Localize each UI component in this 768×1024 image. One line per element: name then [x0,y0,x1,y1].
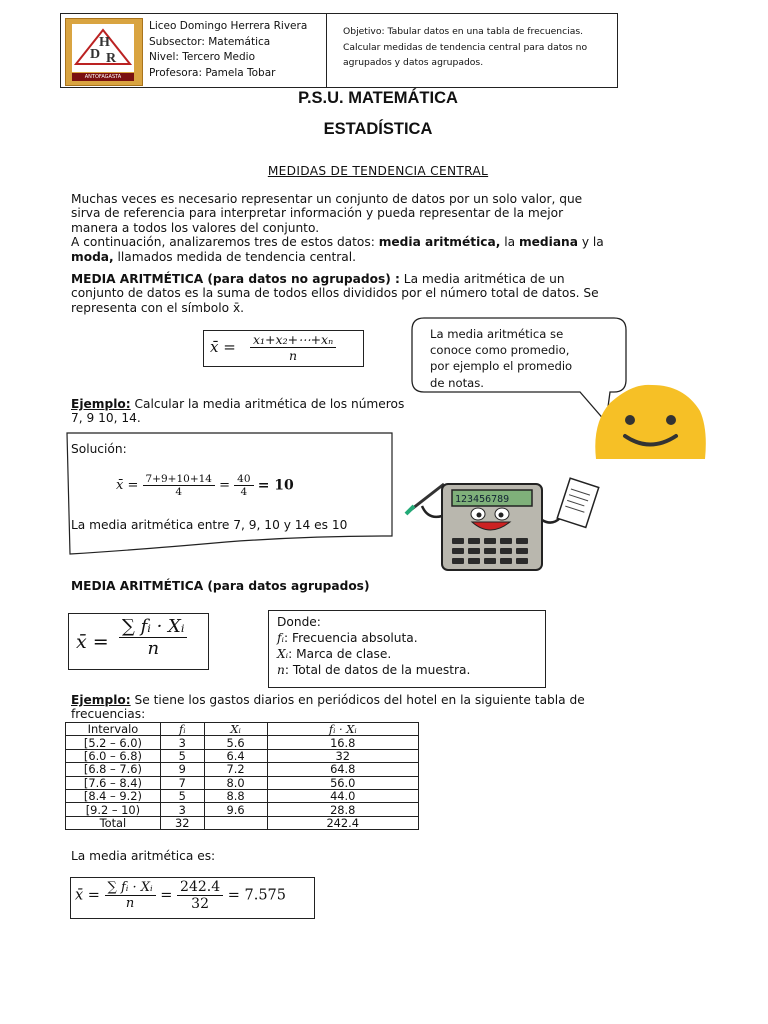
table-header: Xᵢ [204,723,267,736]
bubble-line: conoce como promedio, [430,343,570,358]
table-cell: 5 [160,749,204,762]
bubble-line: por ejemplo el promedio [430,359,573,374]
result-den: n [125,896,135,911]
formula-numerator: x₁+x₂+⋯+xₙ [250,332,336,348]
table-cell: [9.2 – 10) [66,803,161,816]
intro-line: Muchas veces es necesario representar un conjunto de datos por un solo valor, que [71,192,583,206]
table-cell: 6.4 [204,749,267,762]
result-fraction-1 [105,880,156,911]
table-row [66,763,419,776]
intro-line-4 [71,235,711,249]
table-row [66,789,419,802]
equals-sign: = [219,478,231,493]
objective-line: Objetivo: Tabular datos en una tabla de frecuencias. [343,26,584,37]
intro-line-5 [71,250,711,264]
text: 7, 9 10, 14. [71,411,141,426]
media-no-agrupados-text [71,272,711,315]
where-symbol: Xᵢ [277,647,289,661]
media-label: La media aritmética es: [71,849,216,863]
result-value: = 7.575 [227,887,287,904]
solution-num2: 40 [234,473,253,486]
table-cell: 56.0 [267,776,419,789]
table-row [66,803,419,816]
intro-paragraph [71,192,711,264]
formula-fraction [250,332,336,363]
formula-numerator: ∑ fᵢ · Xᵢ [119,616,187,638]
where-desc: : Marca de clase. [288,647,392,661]
example-1-text [71,397,471,426]
text: frecuencias: [71,706,146,721]
text: La media aritmética de un [399,272,565,286]
page-title: P.S.U. MATEMÁTICA [298,89,458,107]
table-cell: 16.8 [267,736,419,749]
formula-box-no-agrupados [203,330,364,367]
table-cell: 5.6 [204,736,267,749]
result-formula-box [70,877,315,919]
text: llamados medida de tendencia central. [113,249,357,264]
result-den2: 32 [191,896,209,912]
section-heading-agrupados: MEDIA ARITMÉTICA (para datos agrupados) [71,579,370,593]
section-heading: MEDIDAS DE TENDENCIA CENTRAL [267,164,489,178]
objective [343,24,587,71]
formula-lhs: x̄ = [76,631,109,653]
solution-num: 7+9+10+14 [143,473,215,486]
table-cell: [8.4 – 9.2) [66,789,161,802]
solution-result: = 10 [257,477,294,494]
school-line: Nivel: Tercero Medio [149,51,256,63]
where-text [277,614,470,678]
objective-line: Calcular medidas de tendencia central para datos no [343,41,588,53]
table-cell: [6.8 – 7.6) [66,763,161,776]
solution-fraction-2 [234,473,253,498]
intro-line: manera a todos los valores del conjunto. [71,220,320,235]
logo-letter-r: R [106,51,117,66]
solution-label: Solución: [71,442,127,456]
logo-letter-h: H [99,35,110,50]
result-num2: 242.4 [177,879,223,896]
table-row [66,776,419,789]
table-header: fᵢ · Xᵢ [267,723,419,736]
table-cell: 9 [160,763,204,776]
table-cell: 242.4 [267,816,419,829]
solution-conclusion: La media aritmética entre 7, 9, 10 y 14 es 10 [71,518,348,532]
table-cell: 8.8 [204,789,267,802]
page-subtitle: ESTADÍSTICA [323,120,433,138]
header-divider [326,13,327,88]
where-symbol: n [277,663,285,677]
formula-denominator: n [289,348,298,363]
table-cell: [7.6 – 8.4) [66,776,161,789]
result-num: ∑ fᵢ · Xᵢ [105,880,156,896]
smiley-icon [592,383,708,459]
solution-fraction-1 [143,473,215,498]
bubble-line: de notas. [430,375,484,390]
table-cell: 7.2 [204,763,267,776]
text: y la [577,235,604,250]
logo-letter-d: D [90,47,101,62]
formula-lhs: x̄ = [210,338,236,356]
formula-fraction [119,616,187,659]
text: conjunto de datos es la suma de todos ellos divididos por el número total de datos. Se [71,286,599,301]
solution-den2: 4 [240,486,248,498]
intro-line: sirva de referencia para interpretar información y pueda representar de la mejor [71,206,564,221]
table-cell: [5.2 – 6.0) [66,736,161,749]
text: Se tiene los gastos diarios en periódicos del hotel en la siguiente tabla de [130,693,585,707]
text: la [500,235,519,250]
school-line: Subsector: Matemática [149,35,271,48]
school-logo [65,18,143,86]
example-label: Ejemplo: [71,693,131,707]
table-cell: 3 [160,736,204,749]
term-moda: moda, [71,249,114,264]
equals-sign: = [160,887,173,904]
speech-bubble-text [430,326,572,391]
term-media: media aritmética, [378,235,501,250]
where-title: Donde: [277,615,321,629]
calculator-display: 123456789 [455,494,510,505]
table-cell: 5 [160,789,204,802]
table-cell: 32 [267,749,419,762]
solution-lhs: x̄ = [116,478,139,493]
formula-box-agrupados [68,613,209,670]
section-heading-no-agrupados: MEDIA ARITMÉTICA (para datos no agrupados) : [71,272,400,286]
table-cell: 64.8 [267,763,419,776]
logo-city: ANTOFAGASTA [72,73,134,81]
school-line: Profesora: Pamela Tobar [149,66,276,79]
solution-den: 4 [175,486,183,498]
table-cell: 8.0 [204,776,267,789]
school-line: Liceo Domingo Herrera Rivera [149,20,308,32]
table-cell: 28.8 [267,803,419,816]
table-cell: 44.0 [267,789,419,802]
table-cell: 32 [160,816,204,829]
result-formula [75,879,286,912]
school-info [149,19,307,81]
calculator-mascot-icon [400,476,600,572]
objective-line: agrupados y datos agrupados. [343,57,484,69]
text: A continuación, analizaremos tres de estos datos: [71,235,379,250]
where-desc: : Total de datos de la muestra. [284,663,471,677]
text: representa con el símbolo x̄. [71,300,245,315]
result-fraction-2 [177,879,223,912]
where-symbol: fᵢ [277,631,284,645]
table-header: fᵢ [160,723,204,736]
example-2-text [71,694,731,721]
term-mediana: mediana [518,235,578,250]
table-cell: 3 [160,803,204,816]
table-cell: Total [66,816,161,829]
table-cell: [6.0 – 6.8) [66,749,161,762]
formula-denominator: n [147,638,160,659]
text: Calcular la media aritmética de los números [130,397,405,411]
result-lhs: x̄ = [75,887,100,904]
table-cell: 9.6 [204,803,267,816]
frequency-table [65,722,419,830]
example-label: Ejemplo: [71,397,131,411]
table-header-row [66,723,419,736]
bubble-line: La media aritmética se [430,327,564,341]
table-cell [204,816,267,829]
table-cell: 7 [160,776,204,789]
solution-formula [116,473,294,498]
where-desc: : Frecuencia absoluta. [283,631,418,645]
table-header: Intervalo [66,723,161,736]
table-row [66,749,419,762]
table-row [66,736,419,749]
table-total-row [66,816,419,829]
